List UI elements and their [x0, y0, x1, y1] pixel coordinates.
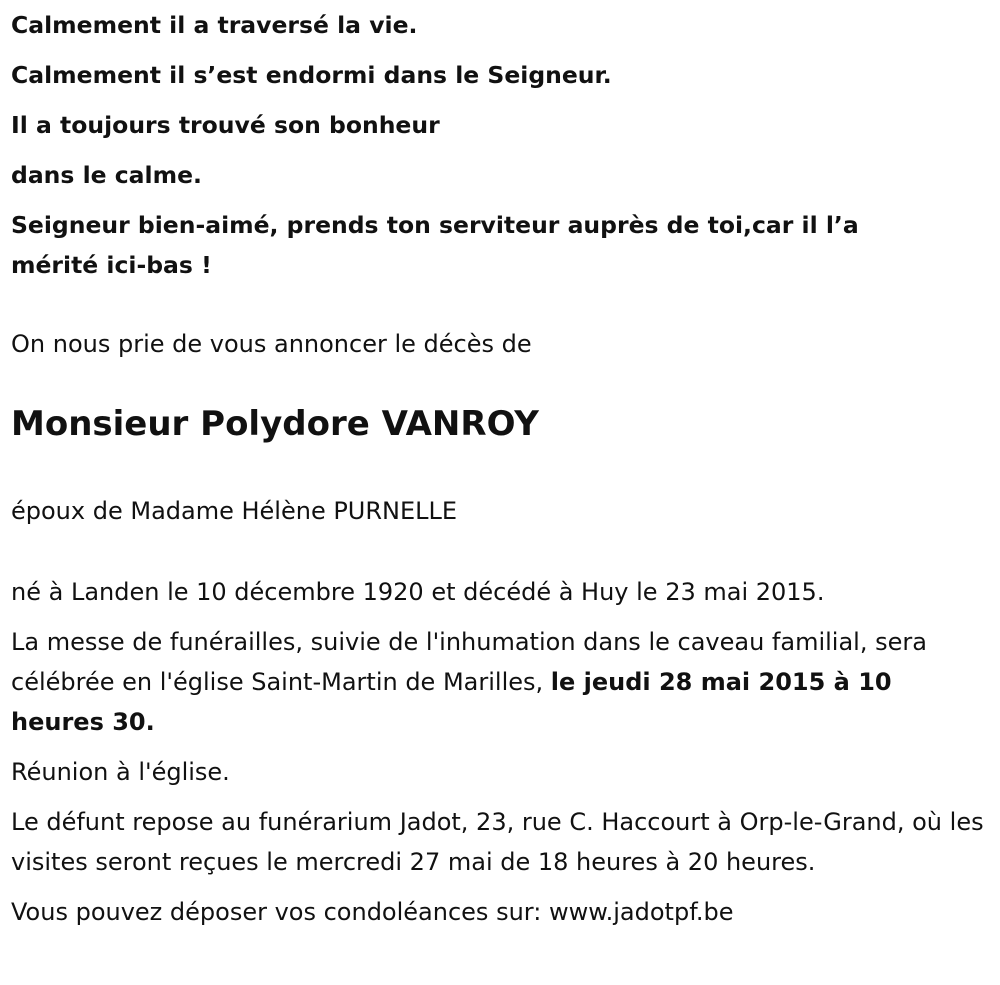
poem	[11, 5, 986, 285]
spouse-line: époux de Madame Hélène PURNELLE	[11, 497, 458, 525]
poem-line-4: dans le calme.	[11, 161, 202, 189]
deceased-name: Monsieur Polydore VANROY	[11, 404, 539, 444]
poem-line-1: Calmement il a traversé la vie.	[11, 11, 418, 39]
condolences-line: Vous pouvez déposer vos condoléances sur: www.jadotpf.be	[11, 898, 734, 926]
rest-paragraph: Le défunt repose au funérarium Jadot, 23, rue C. Haccourt à Orp-le-Grand, où les visites seront reçues le mercredi 27 mai de 18 heures à 20 heures.	[11, 808, 984, 876]
poem-line-5: Seigneur bien-aimé, prends ton serviteur auprès de toi,car il l’a mérité ici-bas !	[11, 211, 859, 279]
gathering-line: Réunion à l'église.	[11, 758, 230, 786]
poem-line-3: Il a toujours trouvé son bonheur	[11, 111, 440, 139]
details	[11, 572, 986, 942]
poem-line-2: Calmement il s’est endormi dans le Seigneur.	[11, 61, 612, 89]
announcement-intro: On nous prie de vous annoncer le décès de	[11, 330, 532, 358]
funeral-date: le jeudi 28 mai 2015 à 10 heures 30.	[11, 668, 892, 736]
funeral-paragraph	[11, 622, 986, 742]
birth-death-line: né à Landen le 10 décembre 1920 et décédé à Huy le 23 mai 2015.	[11, 578, 825, 606]
funeral-text: La messe de funérailles, suivie de l'inhumation dans le caveau familial, sera célébrée en l'église Saint-Martin de Marilles,	[11, 628, 927, 696]
